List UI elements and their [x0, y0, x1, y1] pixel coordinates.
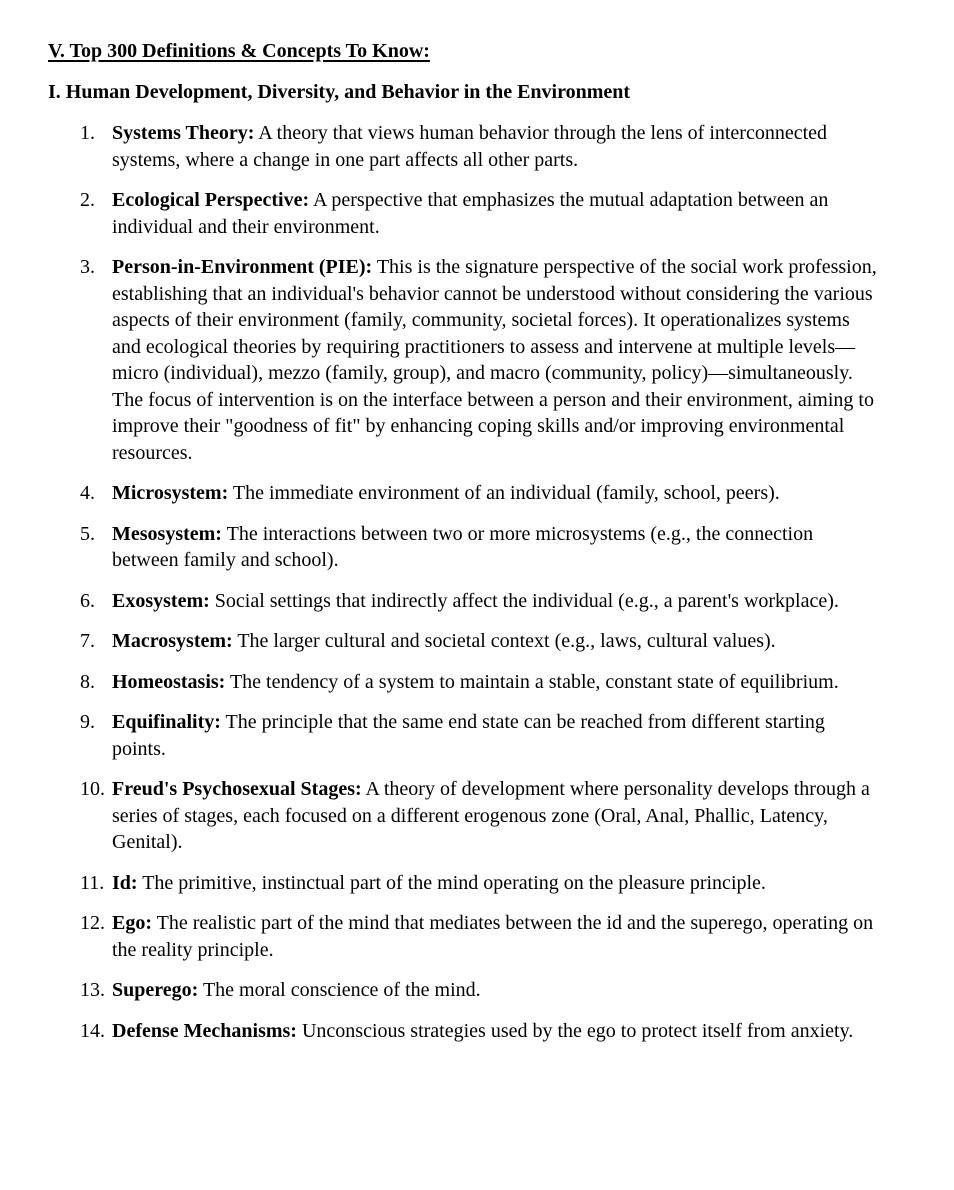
item-number: 10.	[80, 778, 105, 800]
definition-item	[48, 254, 882, 466]
section-heading: I. Human Development, Diversity, and Behavior in the Environment	[48, 81, 631, 103]
term: Defense Mechanisms:	[112, 1019, 297, 1042]
item-number: 11.	[80, 871, 105, 894]
document-title: V. Top 300 Definitions & Concepts To Know:	[48, 40, 430, 62]
term: Exosystem:	[112, 589, 210, 612]
term: Ego:	[112, 912, 152, 934]
definition-text: The immediate environment of an individual (family, school, peers).	[228, 482, 780, 504]
definition-text: A perspective that emphasizes the mutual adaptation between an individual and their environment.	[112, 189, 829, 238]
item-number: 5.	[80, 522, 95, 545]
item-number: 4.	[80, 482, 95, 504]
term: Homeostasis:	[112, 670, 226, 693]
definition-text: The primitive, instinctual part of the mind operating on the pleasure principle.	[137, 871, 766, 894]
item-number: 6.	[80, 589, 95, 612]
term: Equifinality:	[112, 711, 221, 733]
definition-item	[48, 480, 882, 507]
definitions-list	[48, 120, 954, 1044]
definition-item	[48, 870, 882, 897]
item-number: 13.	[80, 979, 105, 1001]
term: Macrosystem:	[112, 630, 233, 652]
definition-item	[48, 120, 882, 173]
term: Ecological Perspective:	[112, 189, 310, 211]
definition-item	[48, 628, 882, 655]
definition-item	[48, 588, 882, 615]
definition-item	[48, 709, 882, 762]
term: Mesosystem:	[112, 522, 222, 545]
item-number: 1.	[80, 122, 95, 144]
definition-item	[48, 521, 882, 574]
definition-item	[48, 910, 882, 963]
definition-item	[48, 1018, 882, 1045]
term: Freud's Psychosexual Stages:	[112, 778, 362, 800]
definition-text: The moral conscience of the mind.	[198, 979, 481, 1001]
definition-item	[48, 776, 882, 856]
item-number: 8.	[80, 670, 95, 693]
definition-text: This is the signature perspective of the social work profession, establishing that an individual's behavior cannot be understood without considering the various aspects of their environment (family, community, societal forces). It operationalizes systems and ecological theories by requiring practitioners to assess and intervene at multiple levels—micro (individual), mezzo (family, group), and macro (community, policy)—simultaneously. The focus of intervention is on the interface between a person and their environment, aiming to improve their "goodness of fit" by enhancing coping skills and/or improving environmental resources.	[112, 256, 877, 464]
item-number: 2.	[80, 189, 95, 211]
item-number: 3.	[80, 256, 95, 278]
term: Id:	[112, 871, 138, 894]
definition-text: A theory of development where personality develops through a series of stages, each focused on a different erogenous zone (Oral, Anal, Phallic, Latency, Genital).	[112, 778, 870, 853]
item-number: 14.	[80, 1019, 105, 1042]
definition-text: Unconscious strategies used by the ego to protect itself from anxiety.	[296, 1019, 854, 1042]
definition-text: The tendency of a system to maintain a stable, constant state of equilibrium.	[225, 670, 839, 693]
definition-item	[48, 669, 882, 696]
definition-text: The principle that the same end state can be reached from different starting points.	[112, 711, 825, 760]
definition-text: The realistic part of the mind that mediates between the id and the superego, operating on the reality principle.	[112, 912, 874, 961]
term: Person-in-Environment (PIE):	[112, 256, 373, 278]
item-number: 9.	[80, 711, 95, 733]
term: Superego:	[112, 979, 199, 1001]
term: Systems Theory:	[112, 122, 255, 144]
term: Microsystem:	[112, 482, 229, 504]
item-number: 7.	[80, 630, 95, 652]
definition-text: The larger cultural and societal context (e.g., laws, cultural values).	[232, 630, 776, 652]
definition-text: The interactions between two or more microsystems (e.g., the connection between family and school).	[112, 522, 814, 571]
definition-text: A theory that views human behavior through the lens of interconnected systems, where a change in one part affects all other parts.	[112, 122, 828, 171]
definition-item	[48, 187, 882, 240]
definition-text: Social settings that indirectly affect the individual (e.g., a parent's workplace).	[209, 589, 839, 612]
definition-item	[48, 977, 882, 1004]
item-number: 12.	[80, 912, 105, 934]
